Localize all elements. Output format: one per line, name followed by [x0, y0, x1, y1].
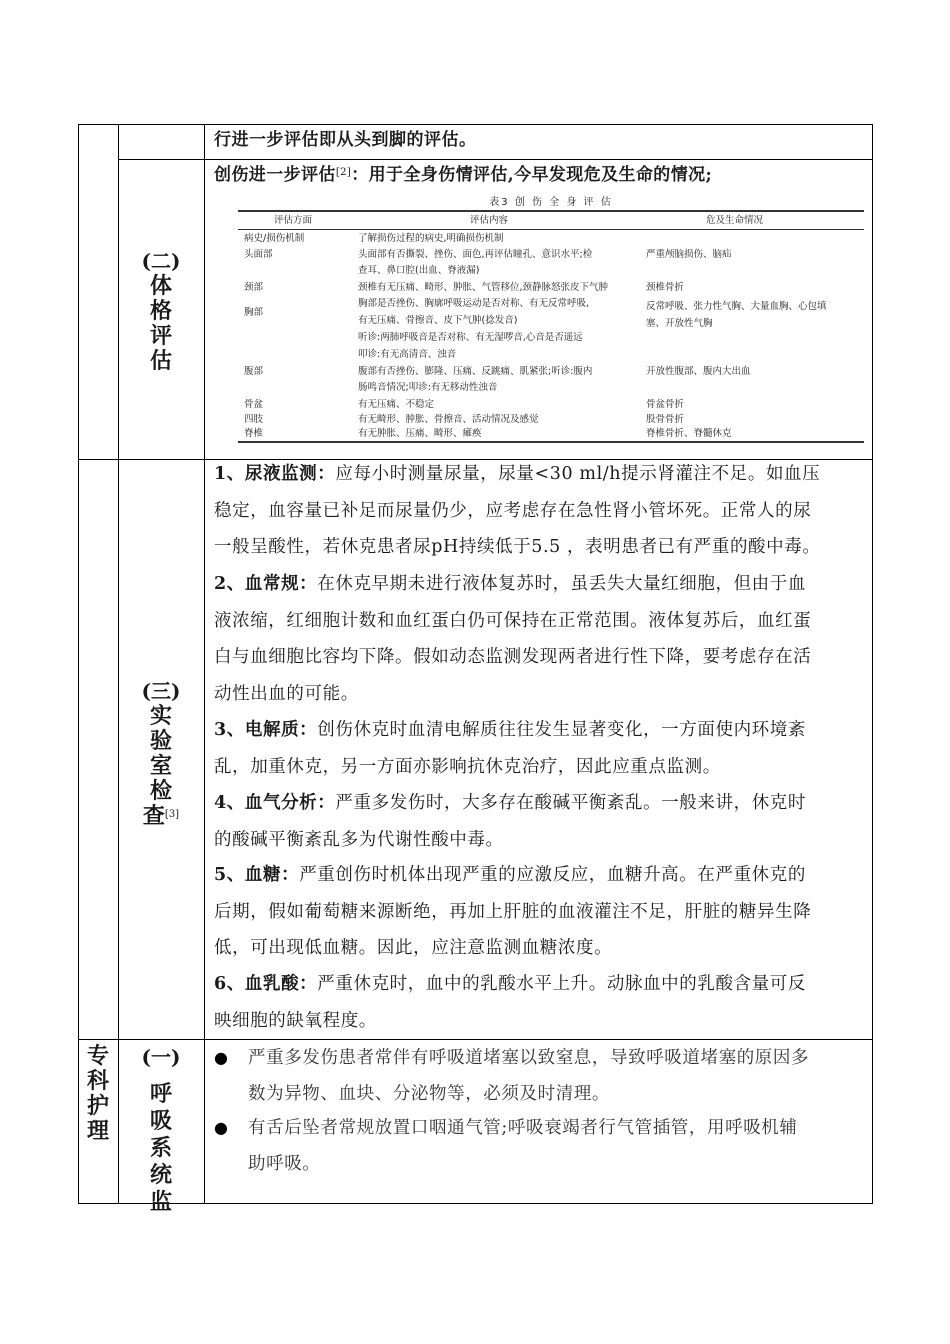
row-aspect: 脊椎	[244, 428, 264, 439]
bullet-line: 有舌后坠者常规放置口咽通气管;呼吸衰竭者行气管插管，用呼吸机辅	[248, 1118, 798, 1138]
bullet-dot-icon: ●	[214, 1048, 229, 1067]
lab-item-blood-routine	[214, 566, 862, 712]
embedded-assessment-table	[238, 190, 864, 443]
lab-line	[214, 712, 862, 749]
row-content-line: 有无压痛、骨擦音、皮下气肿(捻发音)	[358, 315, 518, 326]
lab-line-text: 应每小时测量尿量，尿量<30 ml/h提示肾灌注不足。如血压	[335, 464, 821, 484]
row-aspect: 腹部	[244, 366, 264, 377]
table-top-rule	[238, 210, 864, 212]
section-2-char: 评	[149, 323, 172, 349]
row-aspect: 骨盆	[244, 399, 264, 410]
lab-line: 白与血细胞比容均下降。假如动态监测发现两者进行性下降，要考虑存在活	[214, 647, 812, 667]
table-border-left	[78, 124, 79, 1204]
bullet-line: 数为异物、血块、分泌物等，必须及时清理。	[248, 1084, 610, 1104]
continuation-text: 行进一步评估即从头到脚的评估。	[214, 130, 477, 150]
row-content-line: 有无压痛、不稳定	[358, 399, 435, 410]
lab-item-electrolytes	[214, 712, 862, 785]
specialist-char: 专	[86, 1043, 109, 1069]
lab-item-lead: 3、电解质：	[214, 720, 318, 740]
lab-item-lead: 6、血乳酸：	[214, 974, 318, 994]
lab-line-text: 严重创伤时机体出现严重的应激反应，血糖升高。在严重休克的	[299, 865, 806, 885]
lab-line-text: 在休克早期未进行液体复苏时，虽丢失大量红细胞，但由于血	[317, 574, 806, 594]
lab-line: 后期，假如葡萄糖来源断绝，再加上肝脏的血液灌注不足，肝脏的糖异生降	[214, 901, 812, 922]
row-content-line: 查耳、鼻口腔(出血、脊液漏)	[358, 265, 480, 276]
table-header-rule	[238, 229, 864, 230]
table-bottom-rule	[238, 441, 864, 443]
lab-line-text: 严重多发伤时，大多存在酸碱平衡紊乱。一般来讲，休克时	[335, 793, 806, 813]
respiratory-number: (一)	[141, 1045, 181, 1069]
lab-line-text: 创伤休克时血清电解质往往发生显著变化，一方面使内环境紊	[317, 720, 806, 740]
specialist-nursing-label	[78, 1044, 118, 1144]
header-content: 评估内容	[470, 215, 509, 226]
row-content-line: 了解损伤过程的病史,明确损伤机制	[358, 233, 504, 244]
section-3-char: 室	[149, 753, 172, 779]
section-2-char: 体	[149, 273, 172, 299]
specialist-char: 科	[86, 1068, 109, 1094]
header-aspect: 评估方面	[274, 215, 313, 226]
section-3-char: 验	[149, 728, 172, 754]
bullet-text	[248, 1040, 864, 1112]
row-danger: 严重颅脑损伤、脑疝	[646, 249, 732, 260]
row-aspect: 四肢	[244, 414, 264, 425]
lab-item-lead: 4、血气分析：	[214, 793, 336, 813]
row-danger: 颈椎骨折	[646, 282, 685, 293]
intro-rest: ：用于全身伤情评估,今早发现危及生命的情况;	[351, 165, 713, 185]
row-aspect: 颈部	[244, 282, 264, 293]
table-caption: 表3 创 伤 全 身 评 估	[489, 197, 613, 208]
lab-line	[214, 785, 862, 822]
row-content-line: 头面部有否撕裂、挫伤、面色,再评估瞳孔、意识水平;检	[358, 249, 593, 260]
section-2-char: 估	[149, 348, 172, 374]
lab-line	[214, 857, 862, 894]
respiratory-char: 系	[149, 1135, 172, 1161]
section-3-char: 检	[149, 778, 172, 804]
section-3-char	[118, 804, 204, 829]
row-danger: 股骨骨折	[646, 414, 685, 425]
column-divider-2	[204, 124, 205, 1204]
lab-line: 低，可出现低血糖。因此，应注意监测血糖浓度。	[214, 938, 613, 958]
section-3-char: 实	[149, 703, 172, 729]
reference-mark: [3]	[164, 809, 180, 820]
specialist-char: 理	[86, 1118, 109, 1144]
lab-item-lead: 1、尿液监测：	[214, 464, 336, 484]
respiratory-char: 监	[149, 1189, 172, 1215]
lab-line: 乱，加重休克，另一方面亦影响抗休克治疗，因此应重点监测。	[214, 756, 721, 777]
respiratory-char: 吸	[149, 1108, 172, 1134]
lab-item-blood-lactate	[214, 966, 862, 1039]
lab-item-blood-glucose	[214, 857, 862, 967]
row-content-line: 肠鸣音情况;叩诊:有无移动性浊音	[358, 382, 498, 393]
row-content-line: 叩诊:有无高清音、浊音	[358, 349, 457, 360]
section-2-intro	[214, 165, 712, 185]
lab-line	[214, 966, 862, 1003]
lab-item-lead: 2、血常规：	[214, 574, 318, 594]
lab-line	[214, 456, 862, 493]
lab-line: 映细胞的缺氧程度。	[214, 1010, 377, 1031]
section-3-label	[118, 679, 204, 829]
lab-line: 液浓缩，红细胞计数和血红蛋白仍可保持在正常范围。液体复苏后，血红蛋	[214, 610, 812, 631]
specialist-char: 护	[86, 1093, 109, 1119]
lab-item-blood-gas	[214, 785, 862, 858]
lab-line-text: 严重休克时，血中的乳酸水平上升。动脉血中的乳酸含量可反	[317, 974, 806, 994]
row-content-line: 颈椎有无压痛、畸形、肿胀、气管移位,颈静脉怒张皮下气肿	[358, 282, 609, 293]
row-aspect: 头面部	[244, 249, 273, 260]
row-content-line: 听诊:两肺呼吸音是否对称、有无湿啰音,心音是否遥远	[358, 332, 583, 343]
table-border-right	[872, 124, 873, 1204]
lab-item-lead: 5、血糖：	[214, 865, 300, 885]
row-content-line: 腹部有否挫伤、膨隆、压痛、反跳痛、肌紧张;听诊:腹内	[358, 366, 593, 377]
row-danger: 反常呼吸、张力性气胸、大量血胸、心包填 塞、开放性气胸	[646, 301, 827, 329]
lab-line: 动性出血的可能。	[214, 683, 359, 704]
lab-line	[214, 566, 862, 603]
row-aspect: 胸部	[244, 307, 264, 318]
row-content-line: 胸部是否挫伤、胸廓呼吸运动是否对称、有无反常呼吸,	[358, 298, 590, 309]
row-content-line: 有无肿胀、压痛、畸形、瘫痪	[358, 428, 482, 439]
bullet-dot-icon: ●	[214, 1118, 229, 1137]
row-divider-1	[118, 159, 873, 160]
lab-line: 稳定，血容量已补足而尿量仍少，应考虑存在急性肾小管坏死。正常人的尿	[214, 500, 812, 521]
intro-bold: 创伤进一步评估	[214, 165, 336, 185]
reference-mark: [2]	[335, 167, 352, 178]
section-3-number: (三)	[141, 679, 181, 703]
bullet-line: 严重多发伤患者常伴有呼吸道堵塞以致窒息，导致呼吸道堵塞的原因多	[248, 1048, 810, 1068]
section-2-char: 格	[149, 298, 172, 324]
lab-line: 一般呈酸性，若休克患者尿pH持续低于5.5 ，表明患者已有严重的酸中毒。	[214, 537, 821, 557]
bullet-text	[248, 1110, 864, 1182]
respiratory-char: 呼	[149, 1081, 172, 1107]
section-3-last-char: 查	[142, 803, 165, 829]
respiratory-char: 统	[149, 1162, 172, 1188]
lab-item-urine	[214, 456, 862, 566]
respiratory-label	[118, 1044, 204, 1216]
row-aspect: 病史/损伤机制	[244, 233, 305, 244]
row-danger: 脊椎骨折、脊髓休克	[646, 428, 732, 439]
table-border-top	[78, 124, 873, 125]
section-2-number: (二)	[141, 249, 181, 273]
bullet-line: 助呼吸。	[248, 1154, 321, 1174]
header-danger: 危及生命情况	[706, 215, 764, 226]
row-content-line: 有无畸形、肿胀、骨擦音、活动情况及感觉	[358, 414, 539, 425]
row-danger: 骨盆骨折	[646, 399, 685, 410]
row-danger: 开放性腹部、腹内大出血	[646, 366, 751, 377]
section-2-label	[118, 249, 204, 374]
lab-line: 的酸碱平衡紊乱多为代谢性酸中毒。	[214, 829, 504, 850]
